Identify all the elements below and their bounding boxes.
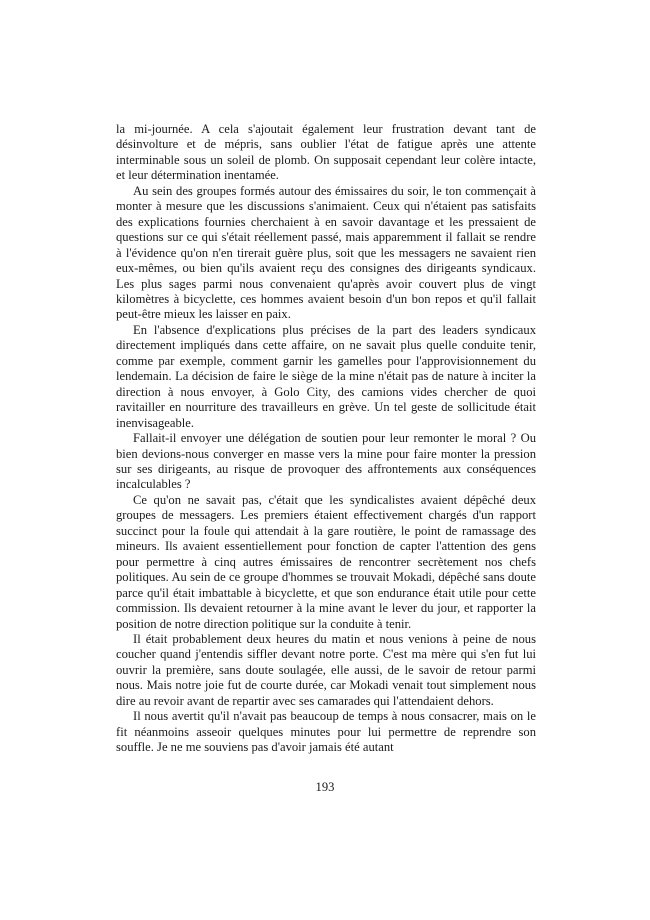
paragraph-2: Au sein des groupes formés autour des émissaires du soir, le ton commençait à monter à mesure que les discussions s'animaient. Ceux qui n'étaient pas satisfaits des explications fournies cherchaient à en savoir davantage et les pressaient de questions sur ce qui s'était réellement passé, mais apparemment il fallait se rendre à l'évidence qu'on n'en tirerait guère plus, soit que les messagers ne savaient rien eux-mêmes, ou bien qu'ils avaient reçu des consignes des dirigeants syndicaux. Les plus sages parmi nous convenaient qu'après avoir couvert plus de vingt kilomètres à bicyclette, ces hommes avaient besoin d'un bon repos et qu'il fallait peut-être mieux les laisser en paix. [116, 183, 536, 322]
paragraph-3: En l'absence d'explications plus précises de la part des leaders syndicaux directement impliqués dans cette affaire, on ne savait plus quelle conduite tenir, comme par exemple, comment garnir les gamelles pour l'approvisionnement du lendemain. La décision de faire le siège de la mine n'était pas de nature à inciter la direction à nous envoyer, à Golo City, des camions vides chercher de quoi ravitailler en nourriture des travailleurs en grève. Un tel geste de sollicitude était inenvisageable. [116, 322, 536, 430]
document-body [116, 122, 536, 756]
paragraph-6: Il était probablement deux heures du matin et nous venions à peine de nous coucher quand j'entendis siffler devant notre porte. C'est ma mère qui s'en fut lui ouvrir la première, sans doute soulagée, elle aussi, de le savoir de retour parmi nous. Mais notre joie fut de courte durée, car Mokadi venait tout simplement nous dire au revoir avant de repartir avec ses camarades qui l'attendaient dehors. [116, 631, 536, 708]
paragraph-4: Fallait-il envoyer une délégation de soutien pour leur remonter le moral ? Ou bien devions-nous converger en masse vers la mine pour faire monter la pression sur ses dirigeants, au risque de provoquer des affrontements aux conséquences incalculables ? [116, 431, 536, 492]
page-number: 193 [315, 780, 335, 794]
paragraph-7: Il nous avertit qu'il n'avait pas beaucoup de temps à nous consacrer, mais on le fit néanmoins asseoir quelques minutes pour lui permettre de reprendre son souffle. Je ne me souviens pas d'avoir jamais été autant [116, 709, 536, 755]
paragraph-5: Ce qu'on ne savait pas, c'était que les syndicalistes avaient dépêché deux groupes de messagers. Les premiers étaient effectivement chargés d'un rapport succinct pour la foule qui attendait à la gare routière, le point de ramassage des mineurs. Ils avaient essentiellement pour fonction de capter l'attention des gens pour permettre à cinq autres émissaires de rencontrer secrètement nos chefs politiques. Au sein de ce groupe d'hommes se trouvait Mokadi, dépêché sans doute parce qu'il était imbattable à bicyclette, et que son endurance était utile pour cette commission. Ils devaient retourner à la mine avant le lever du jour, et rapporter la position de notre direction politique sur la conduite à tenir. [116, 492, 536, 631]
paragraph-1: la mi-journée. A cela s'ajoutait également leur frustration devant tant de désinvolture et de mépris, sans oublier l'état de fatigue après une attente interminable sous un soleil de plomb. On supposait cependant leur colère intacte, et leur détermination inentamée. [116, 122, 536, 183]
